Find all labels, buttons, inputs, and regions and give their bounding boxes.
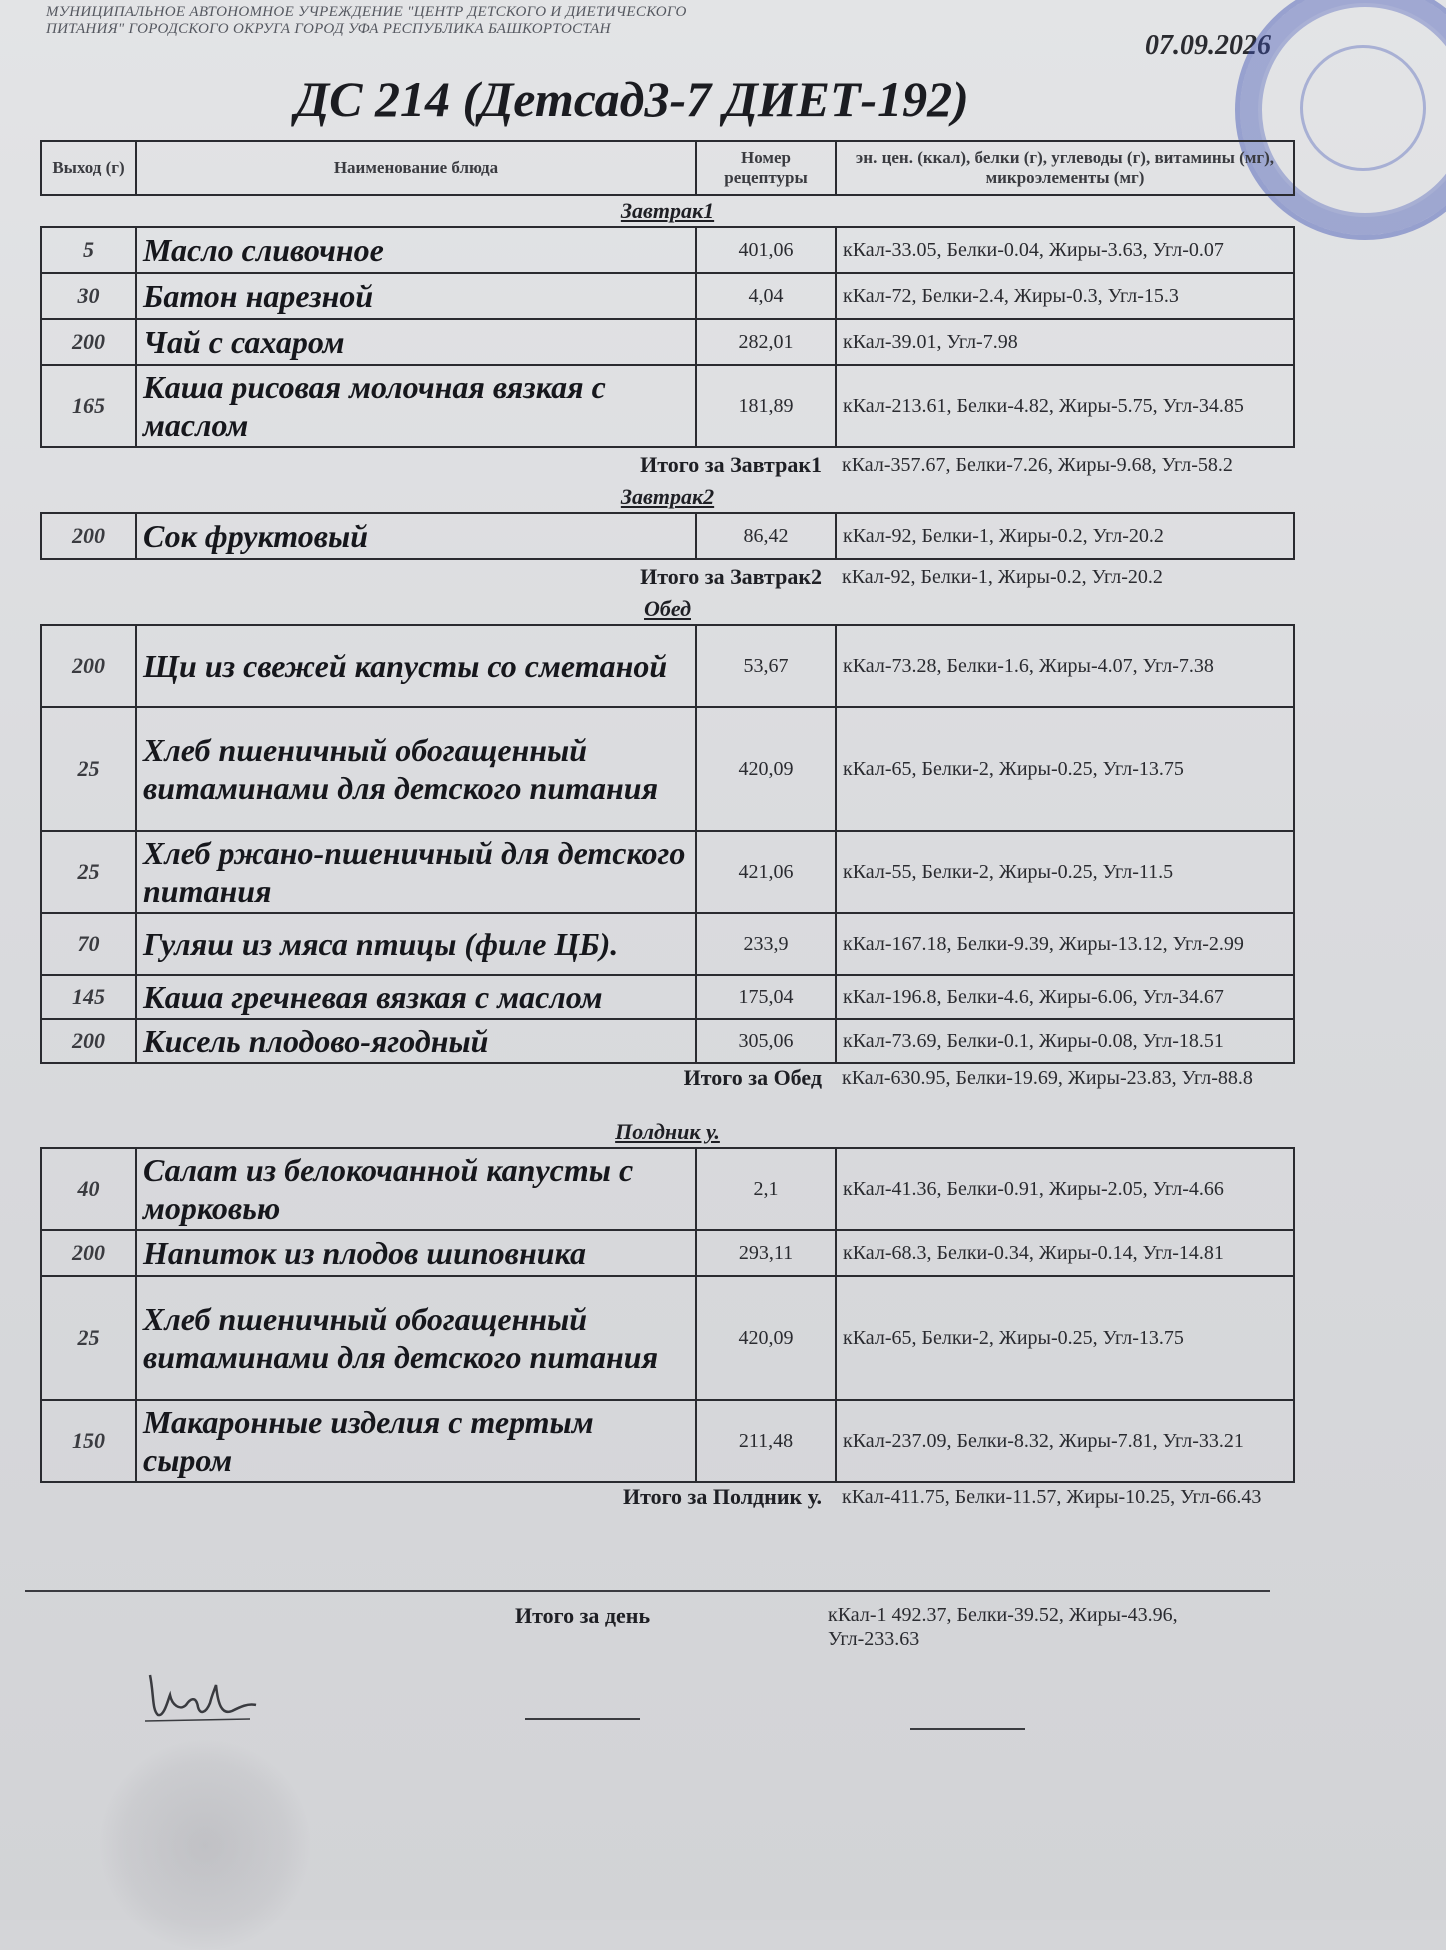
output-cell: 70: [41, 913, 136, 975]
table-row: [41, 831, 1294, 913]
output-cell: 165: [41, 365, 136, 447]
signature-line: [910, 1728, 1025, 1730]
recipe-cell: 211,48: [696, 1400, 836, 1482]
table-row: [41, 913, 1294, 975]
table-row: [41, 1019, 1294, 1063]
output-cell: 5: [41, 227, 136, 273]
output-cell: 25: [41, 1276, 136, 1400]
nutrition-cell: кКал-72, Белки-2.4, Жиры-0.3, Угл-15.3: [836, 273, 1294, 319]
recipe-cell: 421,06: [696, 831, 836, 913]
table-row: [41, 975, 1294, 1019]
recipe-cell: 233,9: [696, 913, 836, 975]
table-header-row: [41, 141, 1294, 195]
nutrition-cell: кКал-92, Белки-1, Жиры-0.2, Угл-20.2: [836, 513, 1294, 559]
nutrition-cell: кКал-33.05, Белки-0.04, Жиры-3.63, Угл-0.07: [836, 227, 1294, 273]
output-cell: 40: [41, 1148, 136, 1230]
recipe-cell: 282,01: [696, 319, 836, 365]
total-label: Итого за Завтрак2: [640, 564, 822, 589]
total-row: [41, 559, 1294, 594]
table-row: [41, 227, 1294, 273]
nutrition-cell: кКал-39.01, Угл-7.98: [836, 319, 1294, 365]
column-header-nutrition: эн. цен. (ккал), белки (г), углеводы (г), витамины (мг), микроэлементы (мг): [836, 141, 1294, 195]
section-title: Обед: [644, 596, 691, 621]
table-row: [41, 707, 1294, 831]
total-row: [41, 1063, 1294, 1117]
dish-cell: Кисель плодово-ягодный: [136, 1019, 696, 1063]
total-value: кКал-92, Белки-1, Жиры-0.2, Угл-20.2: [842, 566, 1163, 588]
nutrition-cell: кКал-65, Белки-2, Жиры-0.25, Угл-13.75: [836, 1276, 1294, 1400]
divider-line: [25, 1590, 1270, 1592]
section-title: Завтрак1: [620, 198, 715, 223]
recipe-cell: 4,04: [696, 273, 836, 319]
output-cell: 30: [41, 273, 136, 319]
organization-name: МУНИЦИПАЛЬНОЕ АВТОНОМНОЕ УЧРЕЖДЕНИЕ "ЦЕНТР ДЕТСКОГО И ДИЕТИЧЕСКОГО ПИТАНИЯ" ГОРОДСКОГО ОКРУГА ГОРОД УФА РЕСПУБЛИКА БАШКОРТОСТАН: [46, 4, 687, 37]
output-cell: 200: [41, 1230, 136, 1276]
total-label: Итого за Обед: [683, 1065, 822, 1090]
output-cell: 200: [41, 625, 136, 707]
table-row: [41, 1400, 1294, 1482]
nutrition-cell: кКал-237.09, Белки-8.32, Жиры-7.81, Угл-33.21: [836, 1400, 1294, 1482]
dish-cell: Щи из свежей капусты со сметаной: [136, 625, 696, 707]
total-value: кКал-411.75, Белки-11.57, Жиры-10.25, Угл-66.43: [842, 1486, 1262, 1508]
total-label: Итого за Завтрак1: [640, 452, 822, 477]
column-header-dish: Наименование блюда: [136, 141, 696, 195]
nutrition-cell: кКал-167.18, Белки-9.39, Жиры-13.12, Угл-2.99: [836, 913, 1294, 975]
recipe-cell: 420,09: [696, 1276, 836, 1400]
table-row: [41, 319, 1294, 365]
recipe-cell: 305,06: [696, 1019, 836, 1063]
dish-cell: Макаронные изделия с тертым сыром: [136, 1400, 696, 1482]
output-cell: 200: [41, 319, 136, 365]
column-header-output: Выход (г): [41, 141, 136, 195]
recipe-cell: 175,04: [696, 975, 836, 1019]
table-row: [41, 625, 1294, 707]
recipe-cell: 2,1: [696, 1148, 836, 1230]
dish-cell: Каша гречневая вязкая с маслом: [136, 975, 696, 1019]
total-row: [41, 1482, 1294, 1536]
dish-cell: Гуляш из мяса птицы (филе ЦБ).: [136, 913, 696, 975]
dish-cell: Сок фруктовый: [136, 513, 696, 559]
output-cell: 150: [41, 1400, 136, 1482]
dish-cell: Каша рисовая молочная вязкая с маслом: [136, 365, 696, 447]
total-value: кКал-357.67, Белки-7.26, Жиры-9.68, Угл-58.2: [842, 454, 1233, 476]
column-header-recipe: Номер рецептуры: [696, 141, 836, 195]
menu-table: [40, 140, 1295, 1536]
dish-cell: Хлеб пшеничный обогащенный витаминами для детского питания: [136, 1276, 696, 1400]
output-cell: 200: [41, 1019, 136, 1063]
dish-cell: Масло сливочное: [136, 227, 696, 273]
table-row: [41, 1276, 1294, 1400]
day-total-value: кКал-1 492.37, Белки-39.52, Жиры-43.96, Угл-233.63: [828, 1604, 1178, 1650]
signature-icon: [140, 1655, 260, 1725]
nutrition-cell: кКал-41.36, Белки-0.91, Жиры-2.05, Угл-4.66: [836, 1148, 1294, 1230]
menu-date: 07.09.2026: [1145, 30, 1271, 61]
day-total-label: Итого за день: [515, 1603, 651, 1628]
total-row: [41, 447, 1294, 482]
recipe-cell: 420,09: [696, 707, 836, 831]
output-cell: 145: [41, 975, 136, 1019]
output-cell: 200: [41, 513, 136, 559]
total-value: кКал-630.95, Белки-19.69, Жиры-23.83, Угл-88.8: [842, 1067, 1253, 1089]
nutrition-cell: кКал-68.3, Белки-0.34, Жиры-0.14, Угл-14.81: [836, 1230, 1294, 1276]
dish-cell: Салат из белокочанной капусты с морковью: [136, 1148, 696, 1230]
round-seal-icon: [100, 1740, 310, 1950]
page-title: ДС 214 (Детсад3-7 ДИЕТ-192): [295, 71, 969, 127]
table-row: [41, 513, 1294, 559]
dish-cell: Батон нарезной: [136, 273, 696, 319]
section-title: Завтрак2: [620, 484, 715, 509]
nutrition-cell: кКал-213.61, Белки-4.82, Жиры-5.75, Угл-34.85: [836, 365, 1294, 447]
dish-cell: Чай с сахаром: [136, 319, 696, 365]
table-row: [41, 1230, 1294, 1276]
recipe-cell: 293,11: [696, 1230, 836, 1276]
table-row: [41, 1148, 1294, 1230]
table-row: [41, 273, 1294, 319]
output-cell: 25: [41, 831, 136, 913]
output-cell: 25: [41, 707, 136, 831]
recipe-cell: 401,06: [696, 227, 836, 273]
recipe-cell: 86,42: [696, 513, 836, 559]
recipe-cell: 181,89: [696, 365, 836, 447]
dish-cell: Хлеб ржано-пшеничный для детского питания: [136, 831, 696, 913]
total-label: Итого за Полдник у.: [622, 1484, 822, 1509]
nutrition-cell: кКал-55, Белки-2, Жиры-0.25, Угл-11.5: [836, 831, 1294, 913]
signature-line: [525, 1718, 640, 1720]
section-title: Полдник у.: [615, 1119, 720, 1144]
nutrition-cell: кКал-196.8, Белки-4.6, Жиры-6.06, Угл-34.67: [836, 975, 1294, 1019]
dish-cell: Напиток из плодов шиповника: [136, 1230, 696, 1276]
dish-cell: Хлеб пшеничный обогащенный витаминами для детского питания: [136, 707, 696, 831]
nutrition-cell: кКал-65, Белки-2, Жиры-0.25, Угл-13.75: [836, 707, 1294, 831]
recipe-cell: 53,67: [696, 625, 836, 707]
nutrition-cell: кКал-73.28, Белки-1.6, Жиры-4.07, Угл-7.38: [836, 625, 1294, 707]
nutrition-cell: кКал-73.69, Белки-0.1, Жиры-0.08, Угл-18.51: [836, 1019, 1294, 1063]
table-row: [41, 365, 1294, 447]
